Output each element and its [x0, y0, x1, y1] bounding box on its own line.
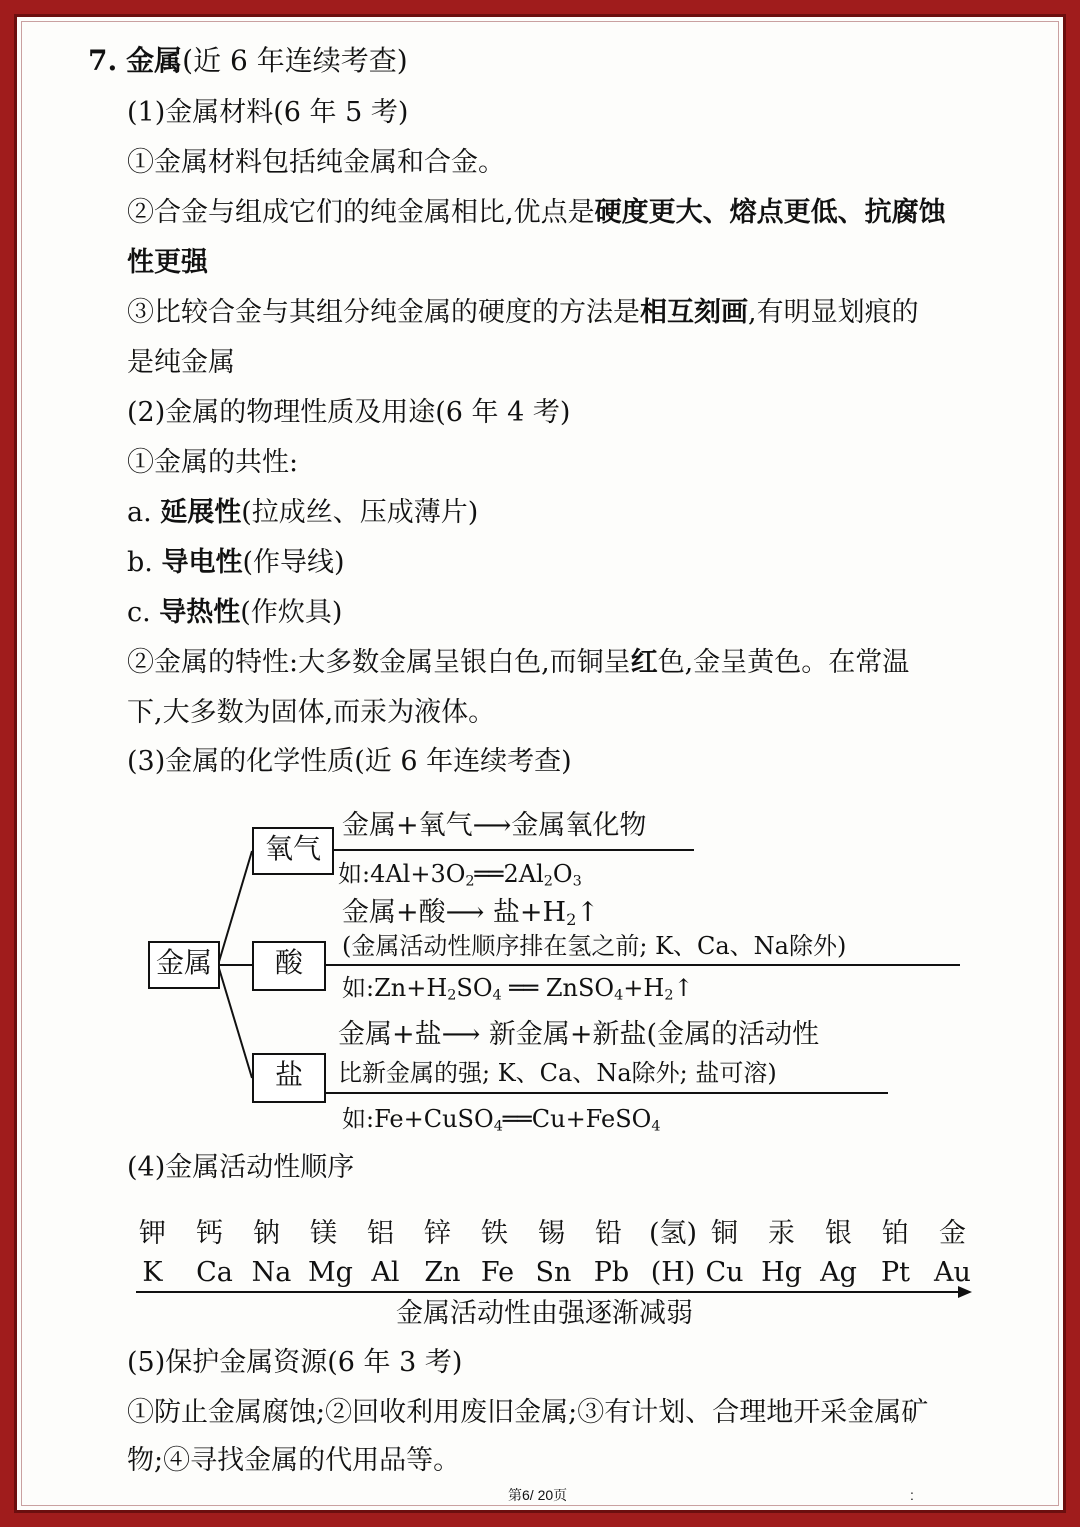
activity-name: 银: [825, 1218, 852, 1249]
footer-mark: :: [910, 1487, 914, 1503]
item-b-bold: 导电性: [161, 547, 243, 578]
acid-eg-sub4: 2: [664, 987, 674, 1004]
activity-symbol: Au: [934, 1257, 971, 1288]
s1-line3-text: ③比较合金与其组分纯金属的硬度的方法是: [127, 297, 640, 328]
salt-eg-sub1: 4: [493, 1118, 503, 1135]
salt-eg-a: 如:Fe+CuSO: [342, 1105, 494, 1133]
acid-eg-sub3: 4: [614, 987, 624, 1004]
activity-name: 钙: [196, 1218, 223, 1249]
s1-line3-tail: ,有明显划痕的: [748, 297, 919, 328]
s2-line2-text: ②金属的特性:大多数金属呈银白色,而铜呈: [127, 647, 631, 678]
heading-title: 金属: [126, 44, 183, 77]
activity-symbol: Al: [371, 1257, 400, 1288]
s5-title: (5)保护金属资源(6 年 3 考): [127, 1347, 463, 1378]
acid-eg-c: ══ ZnSO: [501, 974, 615, 1002]
s5-line1: ①防止金属腐蚀;②回收利用废旧金属;③有计划、合理地开采金属矿: [127, 1397, 929, 1428]
s1-line1: ①金属材料包括纯金属和合金。: [127, 147, 505, 178]
salt-reaction-2: 比新金属的强; K、Ca、Na除外; 盐可溶): [338, 1059, 777, 1087]
activity-name: 铂: [882, 1218, 909, 1249]
acid-eg-sub2: 4: [492, 987, 502, 1004]
activity-symbol: Fe: [480, 1257, 515, 1288]
activity-symbol: Na: [251, 1257, 292, 1288]
s2-title: (2)金属的物理性质及用途(6 年 4 考): [127, 397, 571, 428]
acid-eg-a: 如:Zn+H: [342, 974, 448, 1002]
activity-name: 锡: [538, 1218, 565, 1249]
s2-line1: ①金属的共性:: [127, 447, 299, 478]
heading-number: 7.: [88, 44, 118, 77]
oxygen-eg-b: ══2Al: [474, 860, 544, 888]
activity-name: 钾: [139, 1218, 166, 1249]
s1-title: (1)金属材料(6 年 5 考): [127, 97, 409, 128]
activity-symbol: (H): [650, 1257, 696, 1288]
heading-note: (近 6 年连续考查): [182, 44, 408, 77]
activity-name: 钠: [253, 1218, 280, 1249]
activity-arrow-head: [958, 1286, 972, 1298]
oxygen-eg-sub3: 3: [572, 873, 582, 890]
s3-title: (3)金属的化学性质(近 6 年连续考查): [127, 746, 572, 777]
s1-line3-cont: 是纯金属: [127, 347, 235, 378]
acid-reaction-sub: 2: [566, 910, 577, 930]
acid-gas-arrow: ↑: [576, 897, 600, 928]
oxygen-eg-sub1: 2: [465, 873, 475, 890]
oxygen-eg-c: O: [552, 860, 573, 888]
activity-symbol: Pt: [880, 1257, 911, 1288]
activity-arrow-label: 金属活动性由强逐渐减弱: [396, 1298, 693, 1329]
activity-name: 铅: [595, 1218, 622, 1249]
acid-reaction-text: 金属+酸⟶ 盐+H: [342, 897, 567, 928]
acid-eg-sub1: 2: [447, 987, 457, 1004]
activity-symbol: Ag: [820, 1257, 857, 1288]
activity-name: 金: [939, 1218, 966, 1249]
activity-symbol: Pb: [593, 1257, 630, 1288]
activity-name: 铁: [481, 1218, 508, 1249]
box-oxygen: 氧气: [252, 827, 334, 875]
salt-eg-b: ══Cu+FeSO: [502, 1105, 652, 1133]
item-b-marker: b.: [127, 547, 162, 578]
acid-eg-d: +H: [623, 974, 665, 1002]
page-number: 第6/ 20页: [508, 1487, 568, 1503]
item-c-bold: 导热性: [159, 597, 241, 628]
item-a-bold: 延展性: [160, 497, 242, 528]
activity-symbol: Hg: [761, 1257, 802, 1288]
item-c-text: (作炊具): [240, 597, 343, 628]
root-box-metal: 金属: [148, 941, 220, 989]
salt-reaction-1: 金属+盐⟶ 新金属+新盐(金属的活动性: [338, 1019, 820, 1050]
oxygen-eg-sub2: 2: [543, 873, 553, 890]
activity-name: (氢): [648, 1218, 698, 1249]
acid-eg-b: SO: [456, 974, 493, 1002]
acid-note: (金属活动性顺序排在氢之前; K、Ca、Na除外): [342, 932, 847, 960]
activity-name: 锌: [424, 1218, 451, 1249]
item-c-marker: c.: [127, 597, 160, 628]
item-a-text: (拉成丝、压成薄片): [241, 497, 479, 528]
oxygen-eg-a: 如:4Al+3O: [338, 860, 466, 888]
item-a-marker: a.: [127, 497, 161, 528]
s4-title: (4)金属活动性顺序: [127, 1152, 355, 1183]
s1-line2-bold: 硬度更大、熔点更低、抗腐蚀: [594, 197, 946, 228]
activity-name: 铜: [711, 1218, 738, 1249]
s1-line2-cont: 性更强: [127, 247, 208, 278]
s2-line2-bold: 红: [630, 647, 658, 678]
activity-name: 镁: [310, 1218, 337, 1249]
s1-line2-text: ②合金与组成它们的纯金属相比,优点是: [127, 197, 595, 228]
activity-symbol: Mg: [308, 1257, 353, 1288]
activity-symbol: Zn: [424, 1257, 461, 1288]
s5-line2: 物;④寻找金属的代用品等。: [127, 1445, 461, 1476]
activity-symbol: K: [142, 1257, 163, 1288]
activity-symbol: Sn: [535, 1257, 572, 1288]
item-b-text: (作导线): [242, 547, 345, 578]
activity-name: 汞: [768, 1218, 795, 1249]
s2-line2-cont: 下,大多数为固体,而汞为液体。: [127, 697, 496, 728]
box-acid: 酸: [252, 941, 326, 991]
oxygen-reaction: 金属+氧气⟶金属氧化物: [342, 810, 647, 841]
box-salt: 盐: [252, 1053, 326, 1103]
activity-symbol: Cu: [705, 1257, 744, 1288]
activity-name: 铝: [367, 1218, 394, 1249]
s2-line2-tail: 色,金呈黄色。在常温: [657, 647, 910, 678]
s1-line3-bold: 相互刻画: [640, 297, 748, 328]
activity-symbol: Ca: [196, 1257, 233, 1288]
salt-eg-sub2: 4: [651, 1118, 661, 1135]
acid-eg-gas-arrow: ↑: [673, 974, 694, 1002]
